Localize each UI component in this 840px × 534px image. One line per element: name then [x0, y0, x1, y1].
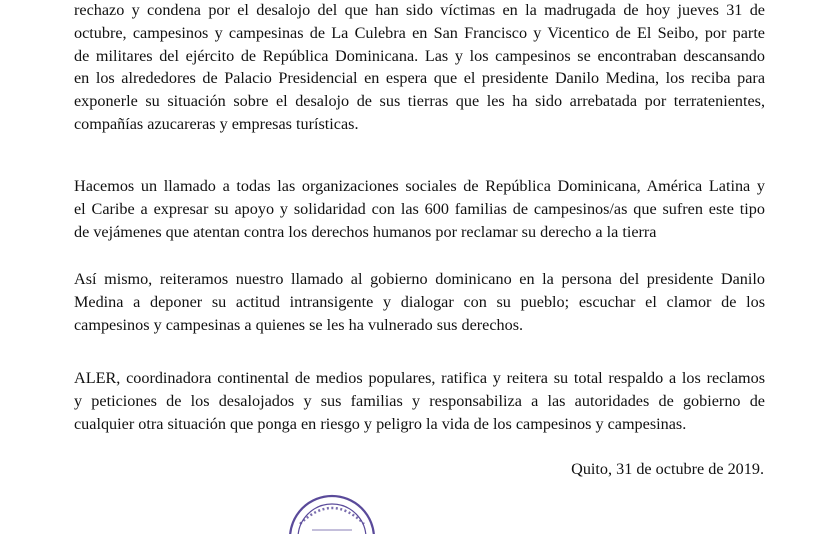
text-line: compañías azucareras y empresas turísticas.: [74, 114, 359, 133]
text-line: exponerle su situación sobre el desalojo de sus tierras que les ha sido arrebatada por terratenientes,: [74, 92, 765, 111]
paragraph-gobierno: [74, 268, 765, 336]
text-line: en los alrededores de Palacio Presidencial en espera que el presidente Danilo Medina, los reciba para: [74, 69, 765, 88]
text-line: rechazo y condena por el desalojo del que han sido víctimas en la madrugada de hoy jueves 31 de: [74, 1, 765, 19]
text-line: campesinos y campesinas a quienes se les ha vulnerado sus derechos.: [74, 315, 524, 334]
stamp-seal: [272, 494, 392, 534]
text-line: y peticiones de los desalojados y sus familias y responsabiliza a las autoridades de gobierno de: [74, 391, 765, 410]
text-line: de vejámenes que atentan contra los derechos humanos por reclamar su derecho a la tierra: [74, 222, 657, 241]
paragraph-aler: [74, 367, 765, 435]
text-line: Así mismo, reiteramos nuestro llamado al gobierno dominicano en la persona del presidente Danilo: [74, 270, 765, 288]
text-line: el Caribe a expresar su apoyo y solidaridad con las 600 familias de campesinos/as que sufren este tipo: [74, 199, 765, 218]
paragraph-llamado: [74, 175, 765, 243]
text-line: Hacemos un llamado a todas las organizaciones sociales de República Dominicana, América Latina y: [74, 177, 765, 195]
text-line: ALER, coordinadora continental de medios populares, ratifica y reitera su total respaldo a los reclamos: [74, 369, 765, 387]
paragraph-desalojo: [74, 0, 765, 136]
place-date: Quito, 31 de octubre de 2019.: [571, 460, 764, 478]
text-line: cualquier otra situación que ponga en riesgo y peligro la vida de los campesinos y campesinas.: [74, 414, 687, 433]
text-line: Medina a deponer su actitud intransigente y dialogar con su pueblo; escuchar el clamor de los: [74, 292, 765, 311]
text-line: de militares del ejército de República Dominicana. Las y los campesinos se encontraban descansando: [74, 46, 765, 65]
text-line: octubre, campesinos y campesinas de La Culebra en San Francisco y Vicentico de El Seibo, por parte: [74, 23, 765, 42]
